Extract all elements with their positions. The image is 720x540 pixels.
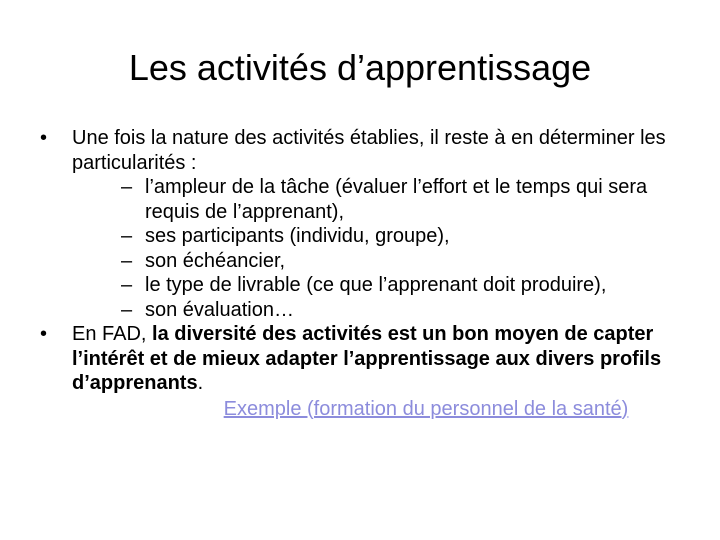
sub-item-scope <box>72 175 690 224</box>
dash-icon: – <box>121 298 133 321</box>
sub-item-deliverable <box>72 273 690 298</box>
bullet-lead-text: En FAD, <box>72 323 153 345</box>
slide-title: Les activités d’apprentissage <box>128 47 592 88</box>
bullet-item-particularities <box>30 126 690 322</box>
bullet-bold-text: la diversité des activités est un bon moyen de capter l’intérêt et de mieux adapter l’apprentissage aux divers profils d’apprenants <box>72 323 662 394</box>
bullet-tail-text: . <box>197 372 204 394</box>
sub-item-evaluation <box>72 298 690 323</box>
sub-item-text: ses participants (individu, groupe), <box>145 225 450 247</box>
sub-item-text: son évaluation… <box>145 298 294 321</box>
sub-item-text: son échéancier, <box>145 249 286 272</box>
dash-icon: – <box>121 274 133 296</box>
link-line <box>72 397 690 422</box>
sub-item-text: l’ampleur de la tâche (évaluer l’effort et le temps qui sera requis de l’apprenant), <box>145 176 648 223</box>
sub-item-participants <box>72 224 690 249</box>
dash-icon: – <box>121 176 133 198</box>
bullet-text: Une fois la nature des activités établies, il reste à en déterminer les particularités : <box>72 127 666 174</box>
bullet-list <box>30 126 690 421</box>
sub-item-text: le type de livrable (ce que l’apprenant doit produire), <box>145 274 607 296</box>
dash-icon: – <box>121 225 133 247</box>
bullet-icon: • <box>40 323 48 345</box>
dash-icon: – <box>121 249 133 272</box>
bullet-item-fad <box>30 322 690 421</box>
bullet-icon: • <box>40 127 48 149</box>
example-link[interactable]: Exemple (formation du personnel de la santé) <box>223 397 629 420</box>
sub-item-schedule <box>72 249 690 274</box>
sub-list <box>72 175 690 322</box>
